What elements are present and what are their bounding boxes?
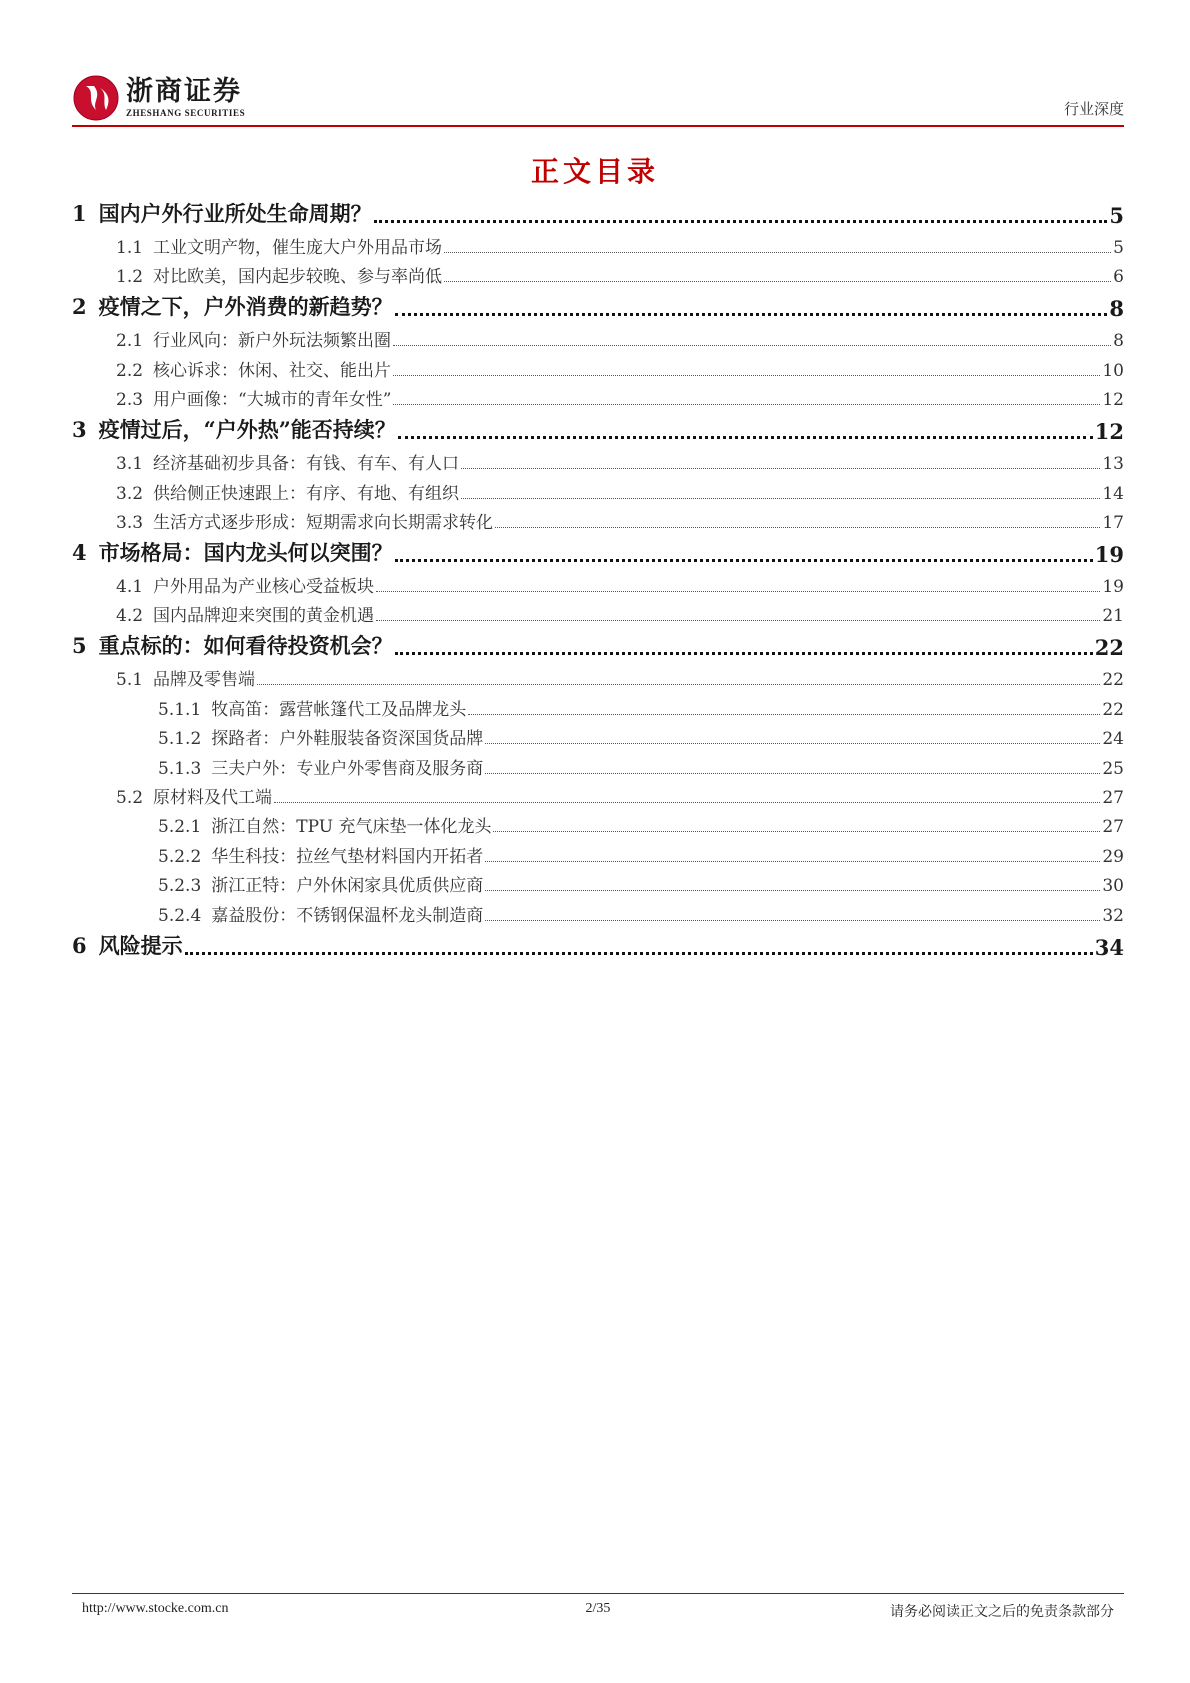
toc-entry-4-1[interactable]	[72, 571, 1124, 597]
toc-entry-5[interactable]	[72, 630, 1124, 660]
toc-leader-dots	[393, 345, 1111, 346]
toc-entry-label	[116, 508, 493, 533]
toc-leader-dots	[485, 773, 1100, 774]
toc-entry-3-1[interactable]	[72, 448, 1124, 474]
toc-entry-2-2[interactable]	[72, 355, 1124, 381]
toc-entry-number: 6	[72, 932, 87, 958]
toc-leader-dots	[444, 281, 1111, 282]
toc-entry-text: 探路者：户外鞋服装备资深国货品牌	[211, 729, 484, 750]
toc-entry-4-2[interactable]	[72, 600, 1124, 626]
logo-english-name: ZHESHANG SECURITIES	[126, 108, 246, 118]
toc-entry-5-2-4[interactable]	[72, 900, 1124, 926]
toc-entry-text: 核心诉求：休闲、社交、能出片	[153, 360, 392, 381]
toc-leader-dots	[468, 714, 1100, 715]
toc-entry-2[interactable]	[72, 291, 1124, 321]
toc-entry-5-1[interactable]	[72, 664, 1124, 690]
toc-entry-text: 疫情之下，户外消费的新趋势？	[98, 294, 393, 320]
toc-entry-text: 工业文明产物，催生庞大户外用品市场	[153, 238, 443, 258]
toc-entry-number: 3.2	[116, 483, 144, 504]
footer-url[interactable]: http://www.stocke.com.cn	[82, 1601, 229, 1616]
toc-entry-number: 5.1	[116, 670, 144, 691]
toc-entry-text: 市场格局：国内龙头何以突围？	[98, 540, 393, 565]
toc-entry-5-2[interactable]	[72, 782, 1124, 808]
header-divider	[72, 125, 1124, 127]
toc-entry-3-3[interactable]	[72, 507, 1124, 533]
toc-entry-label	[116, 449, 459, 474]
toc-entry-5-2-2[interactable]	[72, 841, 1124, 867]
toc-entry-number: 3.3	[116, 513, 144, 533]
toc-entry-number: 2.2	[116, 360, 144, 381]
toc-page-number: 29	[1102, 846, 1124, 867]
toc-page-number: 5	[1113, 238, 1124, 258]
toc-page-number: 27	[1102, 817, 1124, 838]
toc-entry-5-1-1[interactable]	[72, 694, 1124, 720]
toc-page-number: 14	[1102, 483, 1124, 504]
toc-leader-dots	[485, 890, 1100, 891]
toc-page-number: 24	[1102, 729, 1124, 750]
toc-leader-dots	[374, 220, 1108, 223]
logo-chinese-name: 浙商证券	[126, 76, 242, 107]
toc-leader-dots	[493, 831, 1100, 832]
toc-entry-3-2[interactable]	[72, 478, 1124, 504]
toc-entry-label	[158, 754, 483, 779]
toc-entry-label	[116, 783, 272, 808]
toc-entry-5-2-1[interactable]	[72, 811, 1124, 837]
toc-entry-label	[116, 233, 442, 258]
toc-entry-text: 品牌及零售端	[153, 670, 256, 691]
toc-entry-text: 国内户外行业所处生命周期？	[98, 201, 372, 226]
toc-entry-label	[116, 601, 374, 626]
toc-leader-dots	[398, 436, 1093, 439]
toc-leader-dots	[376, 591, 1100, 592]
toc-page-number: 30	[1102, 876, 1124, 897]
toc-entry-label	[158, 695, 466, 720]
toc-entry-text: 嘉益股份：不锈钢保温杯龙头制造商	[211, 905, 484, 926]
toc-entry-text: 行业风向：新户外玩法频繁出圈	[153, 331, 392, 352]
toc-entry-label	[72, 291, 393, 321]
toc-leader-dots	[461, 468, 1100, 469]
toc-page-number: 25	[1102, 758, 1124, 779]
toc-leader-dots	[395, 559, 1093, 562]
toc-entry-text: 户外用品为产业核心受益板块	[153, 577, 375, 597]
toc-title: 正文目录	[530, 155, 659, 188]
toc-entry-label	[158, 901, 483, 926]
toc-entry-text: 三夫户外：专业户外零售商及服务商	[211, 758, 484, 779]
toc-entry-label	[158, 871, 483, 896]
toc-entry-5-2-3[interactable]	[72, 870, 1124, 896]
toc-entry-label	[72, 198, 372, 228]
toc-entry-label	[72, 414, 396, 444]
toc-entry-1-1[interactable]	[72, 232, 1124, 258]
toc-page-number: 21	[1102, 606, 1124, 627]
toc-entry-5-1-3[interactable]	[72, 753, 1124, 779]
toc-entry-text: 供给侧正快速跟上：有序、有地、有组织	[153, 483, 460, 504]
toc-entry-text: 对比欧美，国内起步较晚、参与率尚低	[153, 267, 443, 288]
toc-entry-number: 5.1.3	[158, 758, 202, 779]
toc-page-number: 19	[1094, 542, 1124, 567]
toc-entry-number: 2.1	[116, 331, 144, 352]
toc-leader-dots	[393, 404, 1100, 405]
toc-entry-text: 原材料及代工端	[153, 788, 273, 808]
toc-leader-dots	[274, 802, 1100, 803]
toc-page-number: 5	[1109, 203, 1124, 228]
toc-entry-6[interactable]	[72, 930, 1124, 960]
report-type: 行业深度	[1063, 100, 1124, 118]
toc-entry-number: 4.1	[116, 577, 144, 597]
toc-entry-5-1-2[interactable]	[72, 723, 1124, 749]
toc-leader-dots	[257, 684, 1100, 685]
toc-entry-number: 5.2.4	[158, 905, 202, 926]
footer-divider	[72, 1593, 1124, 1594]
toc-leader-dots	[393, 375, 1100, 376]
toc-entry-text: 用户画像：“大城市的青年女性”	[153, 390, 392, 411]
toc-entry-label	[116, 326, 391, 351]
toc-page-number: 10	[1102, 360, 1124, 381]
company-logo	[72, 74, 245, 122]
toc-entry-label	[116, 665, 255, 690]
toc-page-number: 34	[1094, 934, 1124, 960]
toc-entry-number: 5.2	[116, 788, 144, 808]
toc-entry-text: 牧高笛：露营帐篷代工及品牌龙头	[211, 699, 467, 720]
toc-page-number: 17	[1102, 513, 1124, 533]
toc-entry-1-2[interactable]	[72, 261, 1124, 287]
zheshang-emblem-icon	[72, 74, 120, 122]
footer-disclaimer: 请务必阅读正文之后的免责条款部分	[890, 1604, 1114, 1620]
toc-entry-label	[158, 842, 483, 867]
toc-entry-label	[158, 812, 491, 837]
toc-entry-label	[158, 724, 483, 749]
toc-page-number: 22	[1094, 635, 1124, 661]
toc-entry-label	[72, 630, 393, 660]
toc-entry-4[interactable]	[72, 537, 1124, 567]
toc-entry-label	[116, 479, 459, 504]
page-header	[72, 74, 1124, 126]
toc-page-number: 8	[1113, 331, 1124, 352]
toc-page-number: 27	[1102, 788, 1124, 808]
toc-entry-label	[72, 537, 393, 567]
toc-leader-dots	[376, 620, 1100, 621]
toc-entry-label	[116, 356, 391, 381]
toc-entry-2-3[interactable]	[72, 384, 1124, 410]
toc-page-number: 19	[1102, 577, 1124, 597]
toc-entry-label	[72, 930, 183, 960]
toc-leader-dots	[444, 252, 1111, 253]
toc-entry-text: 浙江自然：TPU 充气床垫一体化龙头	[211, 817, 492, 838]
toc-entry-number: 5.1.2	[158, 729, 202, 750]
toc-entry-number: 5	[72, 633, 87, 659]
toc-entry-number: 3.1	[116, 454, 144, 475]
toc-entry-text: 华生科技：拉丝气垫材料国内开拓者	[211, 846, 484, 867]
toc-entry-number: 4	[72, 540, 87, 565]
toc-entry-label	[116, 572, 374, 597]
toc-entry-number: 5.2.2	[158, 846, 202, 867]
footer-page-indicator: 2/35	[585, 1601, 611, 1616]
toc-entry-2-1[interactable]	[72, 325, 1124, 351]
toc-entry-number: 2	[72, 294, 87, 320]
toc-entry-number: 5.2.1	[158, 817, 202, 838]
toc-page-number: 22	[1102, 699, 1124, 720]
toc-entry-text: 重点标的：如何看待投资机会？	[98, 633, 393, 659]
toc-entry-number: 1	[72, 201, 87, 226]
toc-entry-number: 1.1	[116, 238, 144, 258]
toc-entry-number: 5.1.1	[158, 699, 202, 720]
toc-leader-dots	[461, 498, 1100, 499]
toc-leader-dots	[485, 861, 1100, 862]
toc-entry-text: 疫情过后，“户外热”能否持续？	[98, 417, 396, 443]
toc-page-number: 13	[1102, 454, 1124, 475]
toc-leader-dots	[395, 652, 1093, 655]
toc-entry-text: 生活方式逐步形成：短期需求向长期需求转化	[153, 513, 494, 533]
toc-entry-number: 4.2	[116, 606, 144, 627]
toc-page-number: 32	[1102, 905, 1124, 926]
toc-entry-number: 5.2.3	[158, 876, 202, 897]
toc-entry-text: 国内品牌迎来突围的黄金机遇	[153, 606, 375, 627]
toc-leader-dots	[485, 743, 1100, 744]
toc-leader-dots	[185, 952, 1093, 955]
toc-page-number: 22	[1102, 670, 1124, 691]
toc-leader-dots	[485, 920, 1100, 921]
toc-page-number: 12	[1094, 419, 1124, 445]
toc-entry-1[interactable]	[72, 198, 1124, 228]
toc-entry-text: 风险提示	[98, 932, 183, 958]
toc-entry-3[interactable]	[72, 414, 1124, 444]
toc-page-number: 6	[1113, 267, 1124, 288]
toc-entry-label	[116, 262, 442, 287]
toc-leader-dots	[395, 313, 1108, 316]
toc-entry-number: 1.2	[116, 267, 144, 288]
toc-page-number: 12	[1102, 390, 1124, 411]
toc-entry-text: 浙江正特：户外休闲家具优质供应商	[211, 876, 484, 897]
toc-page-number: 8	[1109, 296, 1124, 322]
toc-leader-dots	[495, 527, 1100, 528]
toc-entry-text: 经济基础初步具备：有钱、有车、有人口	[153, 454, 460, 475]
toc-entry-label	[116, 385, 391, 410]
toc-entry-number: 2.3	[116, 390, 144, 411]
toc-entry-number: 3	[72, 417, 87, 443]
